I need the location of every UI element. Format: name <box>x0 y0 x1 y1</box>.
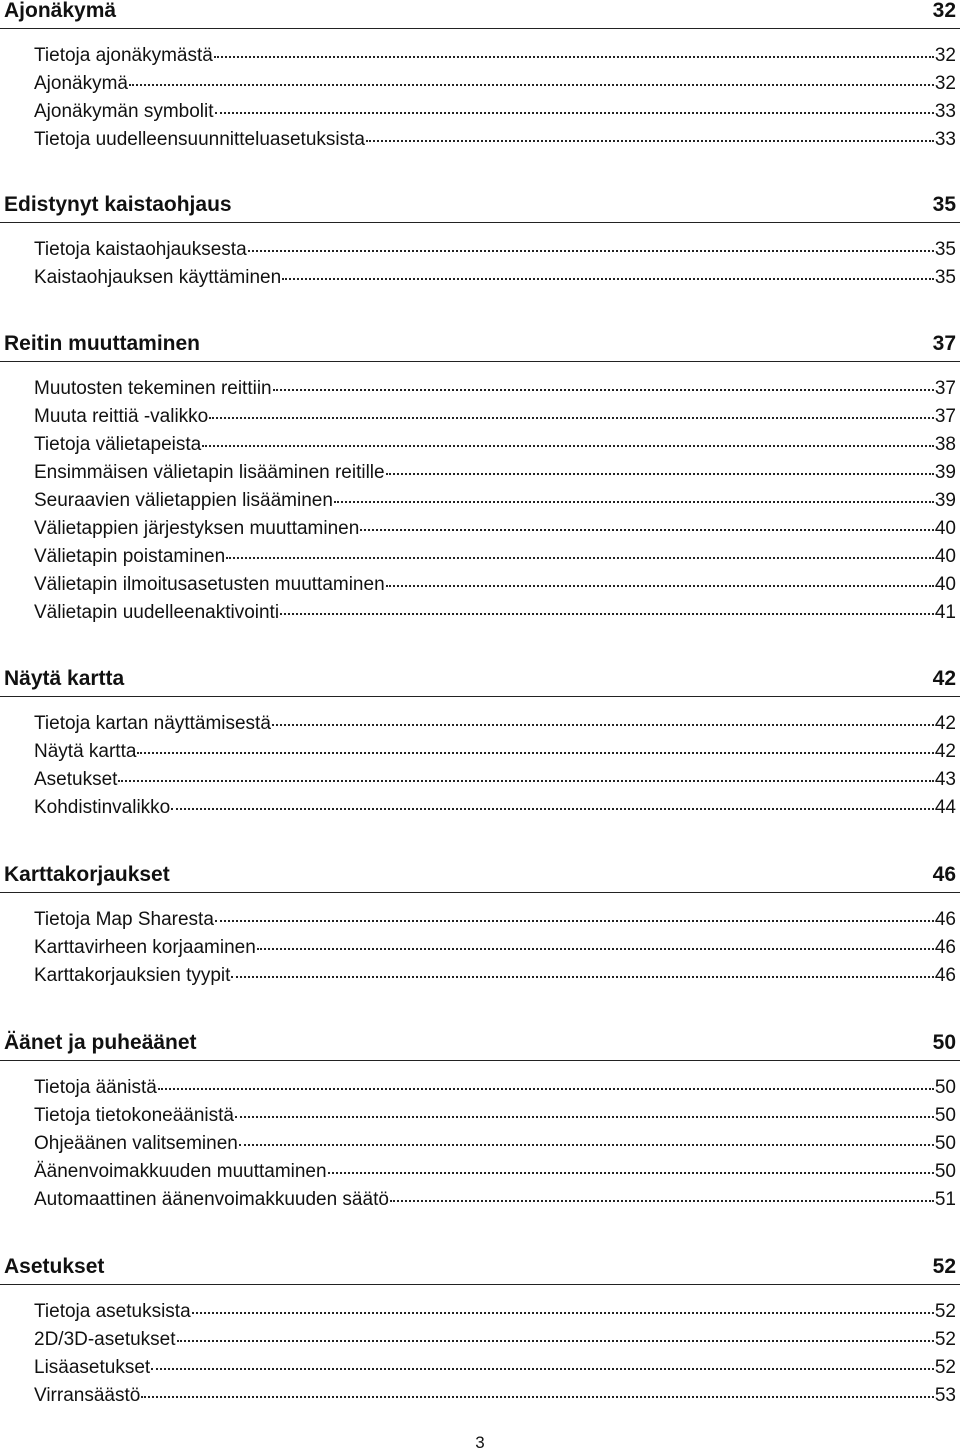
page-number: 3 <box>475 1433 485 1452</box>
entry-page-number: 40 <box>934 518 956 539</box>
entry-title: Muuta reittiä -valikko <box>34 406 209 427</box>
section-title: Reitin muuttaminen <box>4 332 201 355</box>
toc-entry[interactable] <box>34 711 956 739</box>
dot-leader <box>239 1131 934 1149</box>
entry-page-number: 40 <box>934 574 956 595</box>
entry-title: Karttakorjauksien tyypit <box>34 965 231 986</box>
toc-entry[interactable] <box>34 460 956 488</box>
dot-leader <box>248 237 934 255</box>
dot-leader <box>202 432 934 450</box>
dot-leader <box>215 99 934 117</box>
entry-title: Tietoja välietapeista <box>34 434 202 455</box>
entry-page-number: 39 <box>934 490 956 511</box>
toc-entry[interactable] <box>34 71 956 99</box>
toc-entry[interactable] <box>34 1327 956 1355</box>
toc-section <box>0 1256 960 1411</box>
entry-page-number: 50 <box>934 1077 956 1098</box>
toc-entry[interactable] <box>34 767 956 795</box>
dot-leader <box>151 1355 934 1373</box>
entry-page-number: 44 <box>934 797 956 818</box>
toc-section <box>0 194 960 293</box>
dot-leader <box>209 404 934 422</box>
entry-page-number: 40 <box>934 546 956 567</box>
entry-title: 2D/3D-asetukset <box>34 1329 176 1350</box>
toc-section <box>0 668 960 823</box>
entry-title: Välietapin poistaminen <box>34 546 226 567</box>
dot-leader <box>360 516 934 534</box>
toc-entry[interactable] <box>34 265 956 293</box>
entry-title: Virransäästö <box>34 1385 141 1406</box>
dot-leader <box>231 963 933 981</box>
entry-title: Näytä kartta <box>34 741 137 762</box>
dot-leader <box>118 767 933 785</box>
entry-page-number: 50 <box>934 1161 956 1182</box>
toc-entry[interactable] <box>34 1159 956 1187</box>
toc-entry[interactable] <box>34 600 956 628</box>
section-heading[interactable] <box>0 0 960 29</box>
entry-title: Tietoja Map Sharesta <box>34 909 214 930</box>
toc-entry[interactable] <box>34 935 956 963</box>
dot-leader <box>282 265 934 283</box>
dot-leader <box>366 127 934 145</box>
entry-title: Muutosten tekeminen reittiin <box>34 378 272 399</box>
entry-page-number: 46 <box>934 909 956 930</box>
entry-page-number: 37 <box>934 378 956 399</box>
toc-entry[interactable] <box>34 127 956 155</box>
dot-leader <box>129 71 934 89</box>
entry-page-number: 53 <box>934 1385 956 1406</box>
entry-title: Tietoja kartan näyttämisestä <box>34 713 271 734</box>
dot-leader <box>235 1103 934 1121</box>
entry-page-number: 43 <box>934 769 956 790</box>
section-heading[interactable] <box>0 333 960 362</box>
toc-section <box>0 864 960 991</box>
entry-title: Asetukset <box>34 769 118 790</box>
entry-page-number: 50 <box>934 1105 956 1126</box>
entry-title: Automaattinen äänenvoimakkuuden säätö <box>34 1189 389 1210</box>
entry-page-number: 52 <box>934 1301 956 1322</box>
toc-entry[interactable] <box>34 1075 956 1103</box>
entry-title: Ajonäkymän symbolit <box>34 101 214 122</box>
entry-page-number: 42 <box>934 713 956 734</box>
toc-section <box>0 0 960 155</box>
entry-title: Tietoja kaistaohjauksesta <box>34 239 247 260</box>
dot-leader <box>158 1075 934 1093</box>
section-heading[interactable] <box>0 1256 960 1285</box>
section-heading[interactable] <box>0 194 960 223</box>
entry-title: Kaistaohjauksen käyttäminen <box>34 267 282 288</box>
entry-page-number: 33 <box>934 129 956 150</box>
section-title: Karttakorjaukset <box>4 863 170 886</box>
entry-title: Tietoja ajonäkymästä <box>34 45 213 66</box>
toc-entry[interactable] <box>34 376 956 404</box>
toc-entry[interactable] <box>34 1103 956 1131</box>
section-title: Näytä kartta <box>4 667 125 690</box>
dot-leader <box>226 544 934 562</box>
entry-title: Lisäasetukset <box>34 1357 151 1378</box>
toc-entry[interactable] <box>34 432 956 460</box>
dot-leader <box>386 460 934 478</box>
dot-leader <box>257 935 934 953</box>
section-heading[interactable] <box>0 668 960 697</box>
entry-page-number: 32 <box>934 45 956 66</box>
entry-page-number: 35 <box>934 267 956 288</box>
toc-entry[interactable] <box>34 544 956 572</box>
entry-title: Tietoja asetuksista <box>34 1301 191 1322</box>
entry-title: Välietapin uudelleenaktivointi <box>34 602 280 623</box>
section-page-number: 37 <box>932 332 956 355</box>
entry-title: Tietoja uudelleensuunnitteluasetuksista <box>34 129 365 150</box>
dot-leader <box>386 572 934 590</box>
toc-entry[interactable] <box>34 488 956 516</box>
entry-page-number: 52 <box>934 1329 956 1350</box>
dot-leader <box>334 488 934 506</box>
toc-entry[interactable] <box>34 237 956 265</box>
section-title: Asetukset <box>4 1255 105 1278</box>
entry-title: Kohdistinvalikko <box>34 797 171 818</box>
dot-leader <box>215 907 934 925</box>
toc-entry[interactable] <box>34 1355 956 1383</box>
entry-title: Ohjeäänen valitseminen <box>34 1133 238 1154</box>
dot-leader <box>137 739 933 757</box>
entry-page-number: 52 <box>934 1357 956 1378</box>
dot-leader <box>273 376 934 394</box>
toc-section <box>0 1032 960 1215</box>
entry-title: Välietappien järjestyksen muuttaminen <box>34 518 360 539</box>
toc-entry[interactable] <box>34 1187 956 1215</box>
toc-entry[interactable] <box>34 516 956 544</box>
entry-title: Seuraavien välietappien lisääminen <box>34 490 333 511</box>
section-page-number: 50 <box>932 1031 956 1054</box>
entry-page-number: 46 <box>934 937 956 958</box>
toc-entry[interactable] <box>34 43 956 71</box>
toc-entry[interactable] <box>34 99 956 127</box>
dot-leader <box>280 600 934 618</box>
toc-entry[interactable] <box>34 739 956 767</box>
entry-page-number: 39 <box>934 462 956 483</box>
entry-title: Tietoja äänistä <box>34 1077 157 1098</box>
section-title: Edistynyt kaistaohjaus <box>4 193 232 216</box>
entry-page-number: 37 <box>934 406 956 427</box>
section-page-number: 32 <box>932 0 956 22</box>
entry-title: Äänenvoimakkuuden muuttaminen <box>34 1161 327 1182</box>
dot-leader <box>390 1187 934 1205</box>
entry-page-number: 35 <box>934 239 956 260</box>
section-heading[interactable] <box>0 864 960 893</box>
dot-leader <box>214 43 934 61</box>
entry-page-number: 32 <box>934 73 956 94</box>
entry-title: Ajonäkymä <box>34 73 128 94</box>
dot-leader <box>141 1383 934 1401</box>
entry-title: Välietapin ilmoitusasetusten muuttaminen <box>34 574 385 595</box>
entry-page-number: 42 <box>934 741 956 762</box>
section-page-number: 52 <box>932 1255 956 1278</box>
toc-entry[interactable] <box>34 1299 956 1327</box>
toc-entry[interactable] <box>34 1131 956 1159</box>
entry-title: Tietoja tietokoneäänistä <box>34 1105 234 1126</box>
dot-leader <box>171 795 934 813</box>
toc-entry[interactable] <box>34 907 956 935</box>
entry-page-number: 33 <box>934 101 956 122</box>
section-page-number: 35 <box>932 193 956 216</box>
dot-leader <box>272 711 934 729</box>
section-page-number: 46 <box>932 863 956 886</box>
section-heading[interactable] <box>0 1032 960 1061</box>
entry-page-number: 38 <box>934 434 956 455</box>
entry-page-number: 50 <box>934 1133 956 1154</box>
entry-title: Ensimmäisen välietapin lisääminen reitille <box>34 462 385 483</box>
section-title: Ajonäkymä <box>4 0 117 22</box>
toc-section <box>0 333 960 628</box>
toc-entry[interactable] <box>34 1383 956 1411</box>
toc-entry[interactable] <box>34 795 956 823</box>
toc-entry[interactable] <box>34 572 956 600</box>
entry-page-number: 46 <box>934 965 956 986</box>
section-title: Äänet ja puheäänet <box>4 1031 197 1054</box>
dot-leader <box>177 1327 934 1345</box>
dot-leader <box>192 1299 934 1317</box>
entry-page-number: 51 <box>934 1189 956 1210</box>
toc-entry[interactable] <box>34 963 956 991</box>
toc-entry[interactable] <box>34 404 956 432</box>
entry-title: Karttavirheen korjaaminen <box>34 937 256 958</box>
entry-page-number: 41 <box>934 602 956 623</box>
dot-leader <box>328 1159 934 1177</box>
section-page-number: 42 <box>932 667 956 690</box>
